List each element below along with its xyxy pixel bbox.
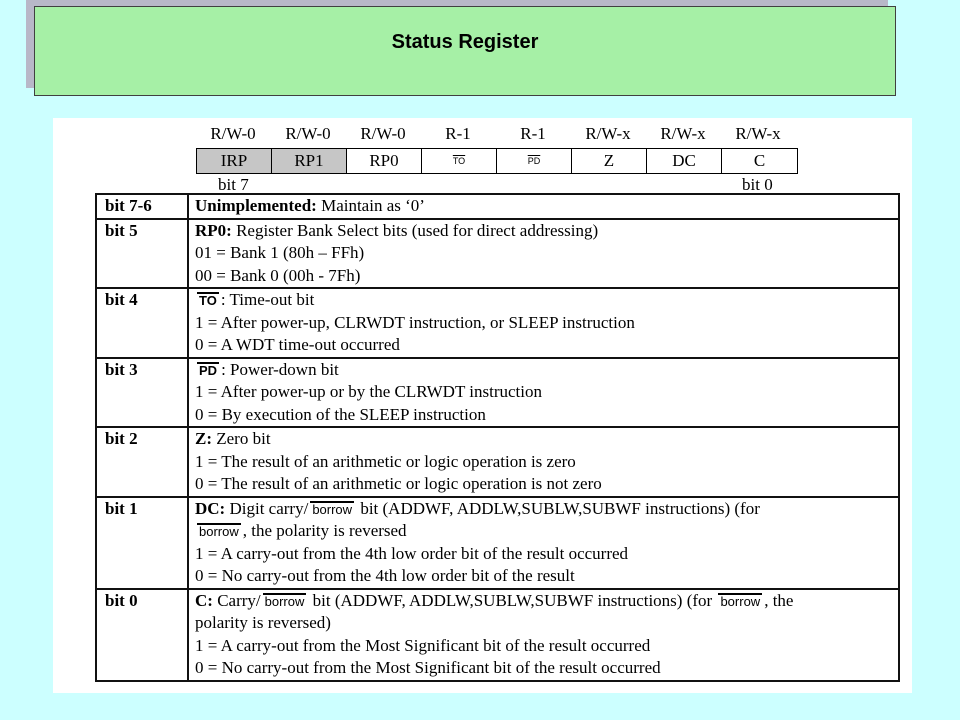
value-line: 0 = A WDT time-out occurred — [195, 335, 400, 354]
signal-name: borrow — [720, 593, 761, 609]
register-cell-c: C — [753, 151, 766, 170]
bit-description-table — [95, 193, 900, 682]
signal-name: borrow — [264, 593, 305, 609]
description-cell — [188, 219, 899, 289]
value-line: 01 = Bank 1 (80h – FFh) — [195, 243, 365, 262]
access-label-bit7: R/W-0 — [210, 124, 256, 143]
access-label-bit4: R-1 — [445, 124, 471, 143]
field-name: C: — [195, 590, 213, 610]
description-cell — [188, 358, 899, 428]
access-label-bit0: R/W-x — [735, 124, 781, 143]
field-desc: bit (ADDWF, ADDLW,SUBLW,SUBWF instructions) (for — [356, 498, 760, 518]
to-signal: $\overline{TO}$ — [452, 156, 466, 166]
field-desc: Maintain as ‘0’ — [316, 196, 425, 215]
title-banner — [34, 6, 896, 96]
field-name: RP0: — [195, 220, 232, 240]
register-cell-rp1: RP1 — [272, 149, 347, 173]
access-label-bit2: R/W-x — [585, 124, 631, 143]
register-cell-pd — [497, 149, 572, 173]
description-cell — [188, 194, 899, 219]
register-cell-z: Z — [572, 149, 647, 173]
field-desc: Register Bank Select bits (used for direct addressing) — [231, 220, 599, 240]
table-row — [96, 194, 899, 219]
field-desc: : Time-out bit — [220, 290, 315, 309]
value-line: 0 = By execution of the SLEEP instruction — [195, 404, 486, 424]
field-name: Z: — [195, 429, 212, 448]
signal-name: borrow — [312, 501, 353, 517]
field-name: Unimplemented: — [195, 196, 317, 215]
bit-cell: bit 2 — [96, 427, 188, 497]
signal-name: PD — [199, 362, 218, 378]
description-cell — [188, 288, 899, 358]
bit-cell: bit 1 — [96, 497, 188, 589]
register-cell-irp: IRP — [197, 149, 272, 173]
access-label-bit5: R/W-0 — [360, 124, 406, 143]
field-desc: Digit carry/ — [225, 498, 309, 518]
field-desc: : Power-down bit — [221, 359, 339, 379]
description-cell — [188, 497, 899, 589]
msb-label: bit 7 — [218, 175, 249, 194]
bit-cell: bit 5 — [96, 219, 188, 289]
register-cell-to — [422, 149, 497, 173]
field-desc: Zero bit — [212, 429, 271, 448]
bit-cell: bit 7-6 — [96, 194, 188, 219]
value-line: 1 = After power-up, CLRWDT instruction, or SLEEP instruction — [195, 312, 635, 332]
description-cell — [188, 589, 899, 681]
register-cell-dc: DC — [647, 149, 722, 173]
bit-cell: bit 0 — [96, 589, 188, 681]
pd-signal: $\overline{PD}$ — [527, 156, 541, 166]
register-bit-map — [196, 148, 798, 174]
table-row — [96, 358, 899, 428]
signal-name: TO — [199, 293, 217, 308]
access-label-bit6: R/W-0 — [285, 124, 331, 143]
field-desc: , the polarity is reversed — [242, 521, 407, 540]
signal-name: borrow — [199, 524, 239, 539]
field-desc: bit (ADDWF, ADDLW,SUBLW,SUBWF instructions) (for — [308, 590, 713, 610]
table-row — [96, 288, 899, 358]
table-row — [96, 497, 899, 589]
lsb-label: bit 0 — [742, 175, 773, 194]
value-line: 0 = No carry-out from the 4th low order bit of the result — [195, 566, 575, 585]
value-line: 0 = No carry-out from the Most Significant bit of the result occurred — [195, 658, 661, 677]
register-cell-rp0: RP0 — [347, 149, 422, 173]
value-line: 1 = A carry-out from the 4th low order bit of the result occurred — [195, 543, 629, 563]
table-row — [96, 219, 899, 289]
value-line: 1 = The result of an arithmetic or logic operation is zero — [195, 451, 576, 471]
description-cell — [188, 427, 899, 497]
bit-cell: bit 4 — [96, 288, 188, 358]
access-label-bit3: R-1 — [520, 124, 546, 143]
value-line: 1 = After power-up or by the CLRWDT instruction — [195, 382, 542, 401]
field-desc: Carry/ — [212, 590, 261, 610]
value-line: 1 = A carry-out from the Most Significant bit of the result occurred — [195, 635, 651, 655]
field-desc: polarity is reversed) — [195, 613, 331, 632]
field-name: DC: — [195, 498, 226, 518]
field-desc: , the — [764, 590, 794, 610]
bit-cell: bit 3 — [96, 358, 188, 428]
value-line: 00 = Bank 0 (00h - 7Fh) — [195, 265, 361, 285]
slide-title: Status Register — [391, 31, 539, 53]
value-line: 0 = The result of an arithmetic or logic operation is not zero — [195, 474, 602, 493]
table-row — [96, 427, 899, 497]
table-row — [96, 589, 899, 681]
access-label-bit1: R/W-x — [660, 124, 706, 143]
